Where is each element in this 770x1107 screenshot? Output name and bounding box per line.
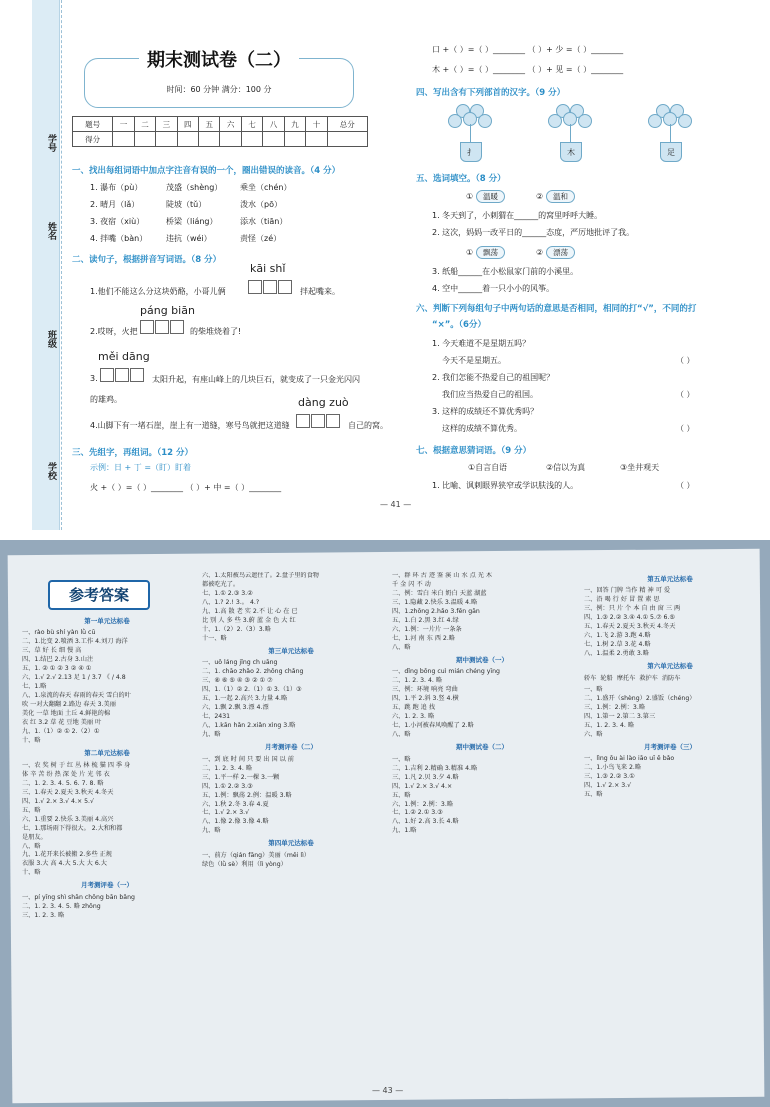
word-option: 飘荡	[476, 246, 505, 259]
exam-title: 期末测试卷（二）	[84, 46, 354, 72]
answer-line: 六、1.飞 2.游 3.跑 4.略	[584, 632, 651, 640]
answer-line: 四、1.① 2.② 3.③	[202, 782, 253, 790]
answer-line: 九、略	[202, 731, 221, 739]
answer-paren[interactable]: （ ）	[676, 356, 695, 365]
answer-line: 十、略	[22, 869, 41, 877]
answer-paren[interactable]: （ ）	[676, 424, 695, 433]
answer-line: 一、lìng ōu ài lào iāo uī ē bǎo	[584, 755, 675, 763]
cut-line	[61, 0, 62, 530]
answer-line: 一、群 环 古 迹 鉴 溪 山 水 点 光 木	[392, 572, 493, 579]
unit-heading: 第五单元达标卷	[647, 575, 693, 583]
word-option: 漂荡	[546, 246, 575, 259]
answer-lines	[22, 629, 192, 746]
answer-line: 五、1.春天 2.夏天 3.秋天 4.冬天	[584, 623, 676, 631]
sec5-question: 3. 纸船______在小松鼠家门前的小溪里。	[432, 267, 579, 276]
sec1-item: 2. 晴月（lǎ）	[90, 200, 140, 209]
answer-line: 衣 红 3.2 草 花 豆地 美丽 叶	[22, 719, 102, 727]
answer-line: 五、1. 2. 3. 4. 略	[584, 721, 635, 729]
answer-line: 一、农 奖 树 于 红 丛 林 梳 猫 四 季 身	[22, 761, 131, 769]
unit-heading: 第一单元达标卷	[84, 617, 130, 625]
unit-heading: 第三单元达标卷	[268, 646, 314, 655]
answer-line: 三、1.平一样 2.一棵 3.一颗	[202, 773, 280, 781]
answer-line: 十、1.（2）2.（3）3.略	[202, 625, 271, 633]
answer-lines	[22, 762, 192, 879]
section-1-heading: 一、找出每组词语中加点字注音有误的一个，圈出错误的读音。（4 分）	[72, 166, 341, 176]
answer-line: 三、1.③ 2.② 3.①	[584, 773, 635, 780]
sec1-item: 1. 瀑布（pù）	[90, 183, 143, 192]
sec6-sentence: 这样的成绩不算优秀。	[442, 424, 522, 433]
answer-line: 四、1.√ 2.× 3.√	[584, 781, 632, 789]
sec6-sentence: 今天不是星期五。	[442, 356, 506, 365]
answer-line: 四、1.平 2.斜 3.竖 4.横	[392, 695, 459, 703]
answer-line: 八、1.像 2.像 3.像 4.略	[202, 818, 269, 826]
sec2-question: 4.山脚下有一堵石崖，崖上有一道缝，寒号鸟就把这道缝	[90, 421, 290, 430]
answer-line: 一、dǐng bōng cuì mián chéng yīng	[392, 668, 500, 676]
unit-heading: 期中测试卷（一）	[456, 655, 508, 664]
idiom-option: ③坐井观天	[620, 463, 660, 472]
sec1-item: 添水（tiān）	[240, 217, 288, 226]
sec3-row: 火 +（ ）=（ ）________ （ ）+ 中 =（ ）________	[90, 483, 282, 492]
answer-line: 四、1.结巴 2.古身 3.山注	[22, 656, 94, 664]
answer-line: 一、前方（qián fāng）美丽（měi lì）	[202, 851, 310, 859]
class-label: 班级	[46, 330, 56, 348]
answer-lines	[22, 894, 192, 921]
option-number: ②	[536, 248, 544, 257]
answer-line: 三、1.春天 2.夏天 3.秋天 4.冬天	[22, 788, 114, 796]
answer-line: 六、1.飘 2.飘 3.漂 4.漂	[202, 704, 269, 712]
sec2-question: 3.	[90, 374, 98, 383]
answer-lines	[202, 756, 380, 837]
sec1-item: 4. 拌嘴（bàn）	[90, 234, 148, 243]
answer-line: 七、2431	[202, 713, 231, 721]
name-label: 姓名	[46, 222, 56, 240]
exam-subtitle: 时间：60 分钟 满分：100 分	[166, 85, 272, 94]
answer-line: 七、1.河 南 东 西 2.略	[392, 634, 455, 642]
answer-line: 一、回答 门牌 当作 精 神 可 爱	[584, 587, 671, 595]
sec2-question: 拌起嘴来。	[300, 287, 340, 296]
answer-line: 七、1.① 2.③ 3.②	[202, 589, 253, 597]
unit-heading: 月考测评卷（一）	[81, 881, 133, 890]
page-number-left: — 41 —	[380, 500, 412, 509]
answer-line: 十、略	[22, 737, 41, 745]
pinyin-prompt: kāi shǐ	[250, 262, 286, 275]
sec6-sentence: 3. 这样的成绩还不算优秀吗？	[432, 407, 539, 416]
pinyin-prompt: dàng zuò	[298, 396, 349, 409]
exam-page	[0, 0, 770, 530]
word-option: 温和	[546, 190, 575, 203]
answer-boxes[interactable]	[140, 320, 185, 334]
answer-lines	[584, 587, 756, 659]
answer-lines	[202, 852, 380, 870]
option-number: ②	[536, 192, 544, 201]
answer-line: 七、1.略	[22, 683, 47, 691]
answer-line: 七、1.那场雨下得很大。 2.大和和都	[22, 824, 123, 832]
score-table-header-row: 题号 一 二 三 四 五 六 七 八 九 十 总分	[73, 117, 368, 132]
answer-line: 六、1.√ 2.√ 2.13 足 1 / 3.7 《 / 4.8	[22, 674, 126, 682]
score-table-score-row: 得分	[73, 132, 368, 147]
section-4-heading: 四、写出含有下列部首的汉字。（9 分）	[416, 88, 566, 98]
answer-column-1	[22, 614, 192, 1094]
student-id-label: 学号	[46, 134, 56, 152]
answer-line: 二、1. 2. 3. 4. 略	[202, 764, 253, 772]
answer-lines	[202, 659, 380, 740]
answer-line: 二、1. 2. 3. 4. 5. 略 zhōng	[22, 902, 101, 910]
answer-boxes[interactable]	[100, 368, 145, 382]
answer-line: 比 别 人 多 些 3.蔚 蓝 金 色 大 红	[202, 616, 296, 624]
answer-key-title: 参考答案	[48, 580, 150, 610]
answer-line: 二、1. chāo zhǎo 2. zhōng chǎng	[202, 668, 304, 676]
answer-line: 七、1.小河被春风唤醒了 2.略	[392, 722, 474, 730]
answer-line: 一、rào bù shí yàn lǜ cū	[22, 629, 96, 637]
sec1-item: 3. 夜宿（xiù）	[90, 217, 145, 226]
answer-lines	[202, 572, 380, 644]
unit-heading: 月考测评卷（三）	[644, 742, 696, 751]
answer-line: 三、例：环境 响亮 弯曲	[392, 686, 458, 694]
section-5-heading: 五、选词填空。（8 分）	[416, 174, 506, 184]
unit-heading: 月考测评卷（二）	[265, 743, 317, 752]
answer-line: 九、1.略	[392, 827, 417, 835]
word-option: 温暖	[476, 190, 505, 203]
pinyin-prompt: páng biān	[140, 304, 195, 317]
answer-line: 九、1.花开来长被搬 2.多些 正规	[22, 851, 112, 859]
sec6-sentence: 我们应当热爱自己的祖国。	[442, 390, 538, 399]
answer-paren[interactable]: （ ）	[676, 390, 695, 399]
answer-line: 七、1.√ 2.× 3.√	[202, 809, 250, 817]
answer-line: 五、1.白 2.黑 3.红 4.绿	[392, 616, 459, 624]
sec3-example: 示例：日 + 丁 =（盯）盯着	[90, 463, 192, 472]
answer-line: 二、1.吉利 2.精确 3.精准 4.略	[392, 764, 478, 772]
answer-line: 四、1.zhōng 2.hǎo 3.fēn gān	[392, 607, 480, 615]
answer-column-4	[584, 572, 756, 1072]
vehicle-label: 轮船	[600, 674, 613, 682]
answer-line: 二、1. 2. 3. 4. 5. 6. 7. 8. 略	[22, 779, 104, 787]
sec1-item: 责怪（zé）	[240, 234, 282, 243]
answer-line: 二、1.小鸟飞来 2.略	[584, 764, 642, 772]
answer-line: 四、1.（1）② 2.（1）① 3.（1）③	[202, 686, 302, 694]
sec2-question: 自己的窝。	[348, 421, 388, 430]
answer-lines	[584, 755, 756, 800]
answer-line: 六、略	[584, 730, 603, 738]
unit-heading: 第六单元达标卷	[647, 662, 693, 671]
answer-line: 美化 一草 地面 土丘 4.鲜艳的棉	[22, 710, 111, 718]
answer-lines	[392, 756, 572, 837]
unit-heading: 期中测试卷（二）	[456, 743, 508, 752]
answer-lines	[392, 572, 572, 653]
sec6-sentence: 1. 今天难道不是星期五吗？	[432, 339, 531, 348]
sec1-item: 陡坡（tǔ）	[166, 200, 207, 209]
answer-line: 一、pí yīng shì shān chōng bān bǎng	[22, 893, 135, 901]
answer-line: 五、略	[584, 790, 603, 798]
answer-line: 八、略	[392, 731, 411, 739]
answer-line: 六、1.重要 2.快乐 3.美丽 4.高兴	[22, 815, 114, 823]
answer-line: 绿色（lǜ sè）利用（lì yòng）	[202, 860, 287, 868]
answer-line: 三、1.例：2.例：3.略	[584, 703, 646, 711]
answer-line: 二、1. 2. 3. 4. 略	[392, 677, 443, 685]
answer-line: 五、跳 跑 追 找	[392, 704, 436, 712]
student-info-sidebar	[32, 0, 60, 530]
answer-line: 八、1.好 2.高 3.长 4.略	[392, 818, 459, 826]
answer-line: 八、略	[392, 643, 411, 651]
radical-flower-pot	[540, 104, 600, 166]
sec1-item: 泼水（pō）	[240, 200, 282, 209]
sec7-question: 1. 比喻、讽刺眼界狭窄或学识肤浅的人。	[432, 481, 579, 490]
radical-label: 木	[560, 142, 582, 162]
answer-line: 四、1.第一 2.第二 3.第三	[584, 712, 656, 720]
option-number: ①	[466, 248, 474, 257]
radical-flower-pot	[640, 104, 700, 166]
answer-line: 三、⑧ ⑥ ⑤ ④ ③ ② ① ⑦	[202, 677, 273, 685]
answer-line: 八、1.泉流的春天 春雨的春天 雪白的叶	[22, 692, 131, 700]
answer-line: 八、1.温柔 2.勇敢 3.略	[584, 650, 649, 658]
sec3-row: 口 +（ ）=（ ）________ （ ）+ 少 =（ ）________	[432, 45, 624, 54]
answer-line: 一、略	[392, 755, 411, 763]
answer-line: 七、1.树 2.草 3.花 4.略	[584, 641, 651, 649]
sec3-row: 木 +（ ）=（ ）________ （ ）+ 见 =（ ）________	[432, 65, 624, 74]
answer-line: 五、1.例：飘荡 2.例：温暖 3.略	[202, 791, 292, 799]
answer-boxes[interactable]	[296, 414, 341, 428]
answer-line: 一、到 底 时 间 只 要 出 国 以 前	[202, 755, 294, 763]
answer-line: 三、1.隐藏 2.快乐 3.温暖 4.略	[392, 598, 478, 606]
answer-line: 六、1.例：2.例：3.略	[392, 800, 454, 808]
answer-line: 二、沿 喝 行 好 冒 置 素 思	[584, 596, 660, 604]
answer-line: 八、略	[22, 842, 41, 850]
sec5-question: 1. 冬天到了，小刺猬在______的窝里呼呼大睡。	[432, 211, 603, 220]
answer-column-3	[392, 572, 572, 1072]
answer-line: 三、例：只 片 个 本 自 由 窗 三 两	[584, 605, 681, 613]
sec2-question: 的柴堆烧着了!	[190, 327, 242, 336]
answer-line: 四、1.√ 2.× 3.√ 4.×	[392, 782, 453, 790]
answer-line: 九、1.（1）② ① 2.（2）①	[22, 728, 100, 736]
sec2-question: 1.他们不能这么分这块奶酪，小哥儿俩	[90, 287, 226, 296]
sec2-question: 的雄鸡。	[90, 395, 122, 404]
answer-line: 六、1. 2. 3. 略	[392, 713, 435, 721]
sec1-item: 乘坐（chén）	[240, 183, 292, 192]
sec5-question: 2. 这次，妈妈一改平日的______态度，严厉地批评了我。	[432, 228, 635, 237]
answer-line: 一、uǒ láng jǐng ch uāng	[202, 659, 278, 667]
answer-line: 三、1. 2. 3. 略	[22, 911, 65, 919]
page-number-right: — 43 —	[372, 1086, 404, 1095]
answer-line: 五、略	[392, 791, 411, 799]
section-6-heading: 六、判断下列每组句子中两句话的意思是否相同，相同的打“√”，不同的打	[416, 304, 697, 314]
sec5-question: 4. 空中______着一只小小的风筝。	[432, 284, 555, 293]
radical-label: 足	[660, 142, 682, 162]
answer-line: 二、例：雪白 米白 奶白 天蓝 湖蓝	[392, 589, 487, 597]
sec2-question: 太阳升起，有座山峰上的几块巨石，就变成了一只金光闪闪	[152, 375, 360, 384]
answer-lines	[584, 686, 756, 740]
option-number: ①	[466, 192, 474, 201]
vehicle-label: 摩托车	[616, 674, 636, 682]
answer-line: 五、1.一起 2.高兴 3.力量 4.略	[202, 695, 288, 703]
answer-line: 衣服 3.大 高 4.大 5.大 大 6.大	[22, 860, 107, 868]
answer-line: 六、1.秋 2.冬 3.春 4.夏	[202, 800, 269, 808]
section-6-heading-cont: “×”。（6分）	[432, 320, 486, 330]
answer-line: 四、1.③ 2.② 3.④ 4.① 5.⑦ 6.⑤	[584, 614, 675, 622]
answer-paren[interactable]: （ ）	[676, 481, 695, 490]
answer-line: 体 辛 苦 纷 热 深 处 片 光 邻 衣	[22, 770, 110, 778]
sec2-question: 2.哎呀，火把	[90, 327, 138, 336]
answer-line: 三、1.凡 2.贝 3.夕 4.略	[392, 773, 459, 781]
answer-line: 九、1.高 散 老 实 2.不 让 心 在 已	[202, 607, 298, 615]
vehicle-label: 消防车	[661, 674, 681, 682]
answer-line: 是朋友。	[22, 833, 47, 841]
answer-line: 八、1.? 2.! 3.。 4.?	[202, 598, 260, 606]
answer-line: 八、1.kān hǎn 2.xiǎn xìng 3.略	[202, 722, 296, 730]
answer-line: 都被吃光了。	[202, 580, 240, 588]
sec6-sentence: 2. 我们怎能不热爱自己的祖国呢？	[432, 373, 555, 382]
answer-line: 六、1.太阳被鸟云遮住了。2.盘子里的食物	[202, 572, 319, 579]
answer-line: 七、1.② 2.① 3.③	[392, 809, 443, 817]
answer-column-2	[202, 572, 380, 1072]
sec1-item: 茂盛（shèng）	[166, 183, 223, 192]
unit-heading: 第二单元达标卷	[84, 749, 130, 758]
radical-flower-pot	[440, 104, 500, 166]
idiom-option: ①自言自语	[468, 463, 508, 472]
answer-line: 五、1. ② ① ② 3 ② ④ ①	[22, 665, 92, 673]
vehicle-label: 轿车	[584, 674, 597, 682]
answer-line: 三、草 好 长 细 慢 高	[22, 647, 82, 655]
vehicle-label: 救护车	[639, 674, 658, 682]
section-7-heading: 七、根据意思猜词语。（9 分）	[416, 446, 532, 456]
answer-line: 四、1.√ 2.× 3.√ 4.× 5.√	[22, 797, 94, 805]
answer-line: 五、略	[22, 806, 41, 814]
answer-line: 千 金 闪 不 动	[392, 580, 431, 588]
school-label: 学校	[46, 462, 56, 480]
answer-line: 十一、略	[202, 634, 227, 642]
section-3-heading: 三、先组字，再组词。（12 分）	[72, 448, 194, 458]
answer-line: 吹 一对大翻翻 2.路边 春天 3.美丽	[22, 701, 116, 709]
idiom-option: ②信以为真	[546, 463, 586, 472]
answer-line: 六、1.例：一片片 一条条	[392, 625, 462, 633]
answer-line: 一、略	[584, 685, 603, 693]
section-2-heading: 二、读句子，根据拼音写词语。（8 分）	[72, 255, 222, 265]
unit-heading: 第四单元达标卷	[268, 839, 314, 848]
answer-line: 九、略	[202, 827, 221, 835]
sec1-item: 违抗（wéi）	[166, 234, 212, 243]
answer-line: 二、1.盛开（shèng）2.盛饭（chéng）	[584, 694, 696, 702]
answer-line: 二、1.比变 2.喷洒 3.工作 4.刘刀 海洋	[22, 638, 128, 646]
radical-label: 扌	[460, 142, 482, 162]
pinyin-prompt: měi dāng	[98, 350, 150, 363]
sec1-item: 桥梁（liáng）	[166, 217, 218, 226]
answer-lines	[392, 668, 572, 740]
vehicle-list	[584, 675, 756, 684]
answer-boxes[interactable]	[248, 280, 293, 294]
score-table	[72, 116, 368, 147]
